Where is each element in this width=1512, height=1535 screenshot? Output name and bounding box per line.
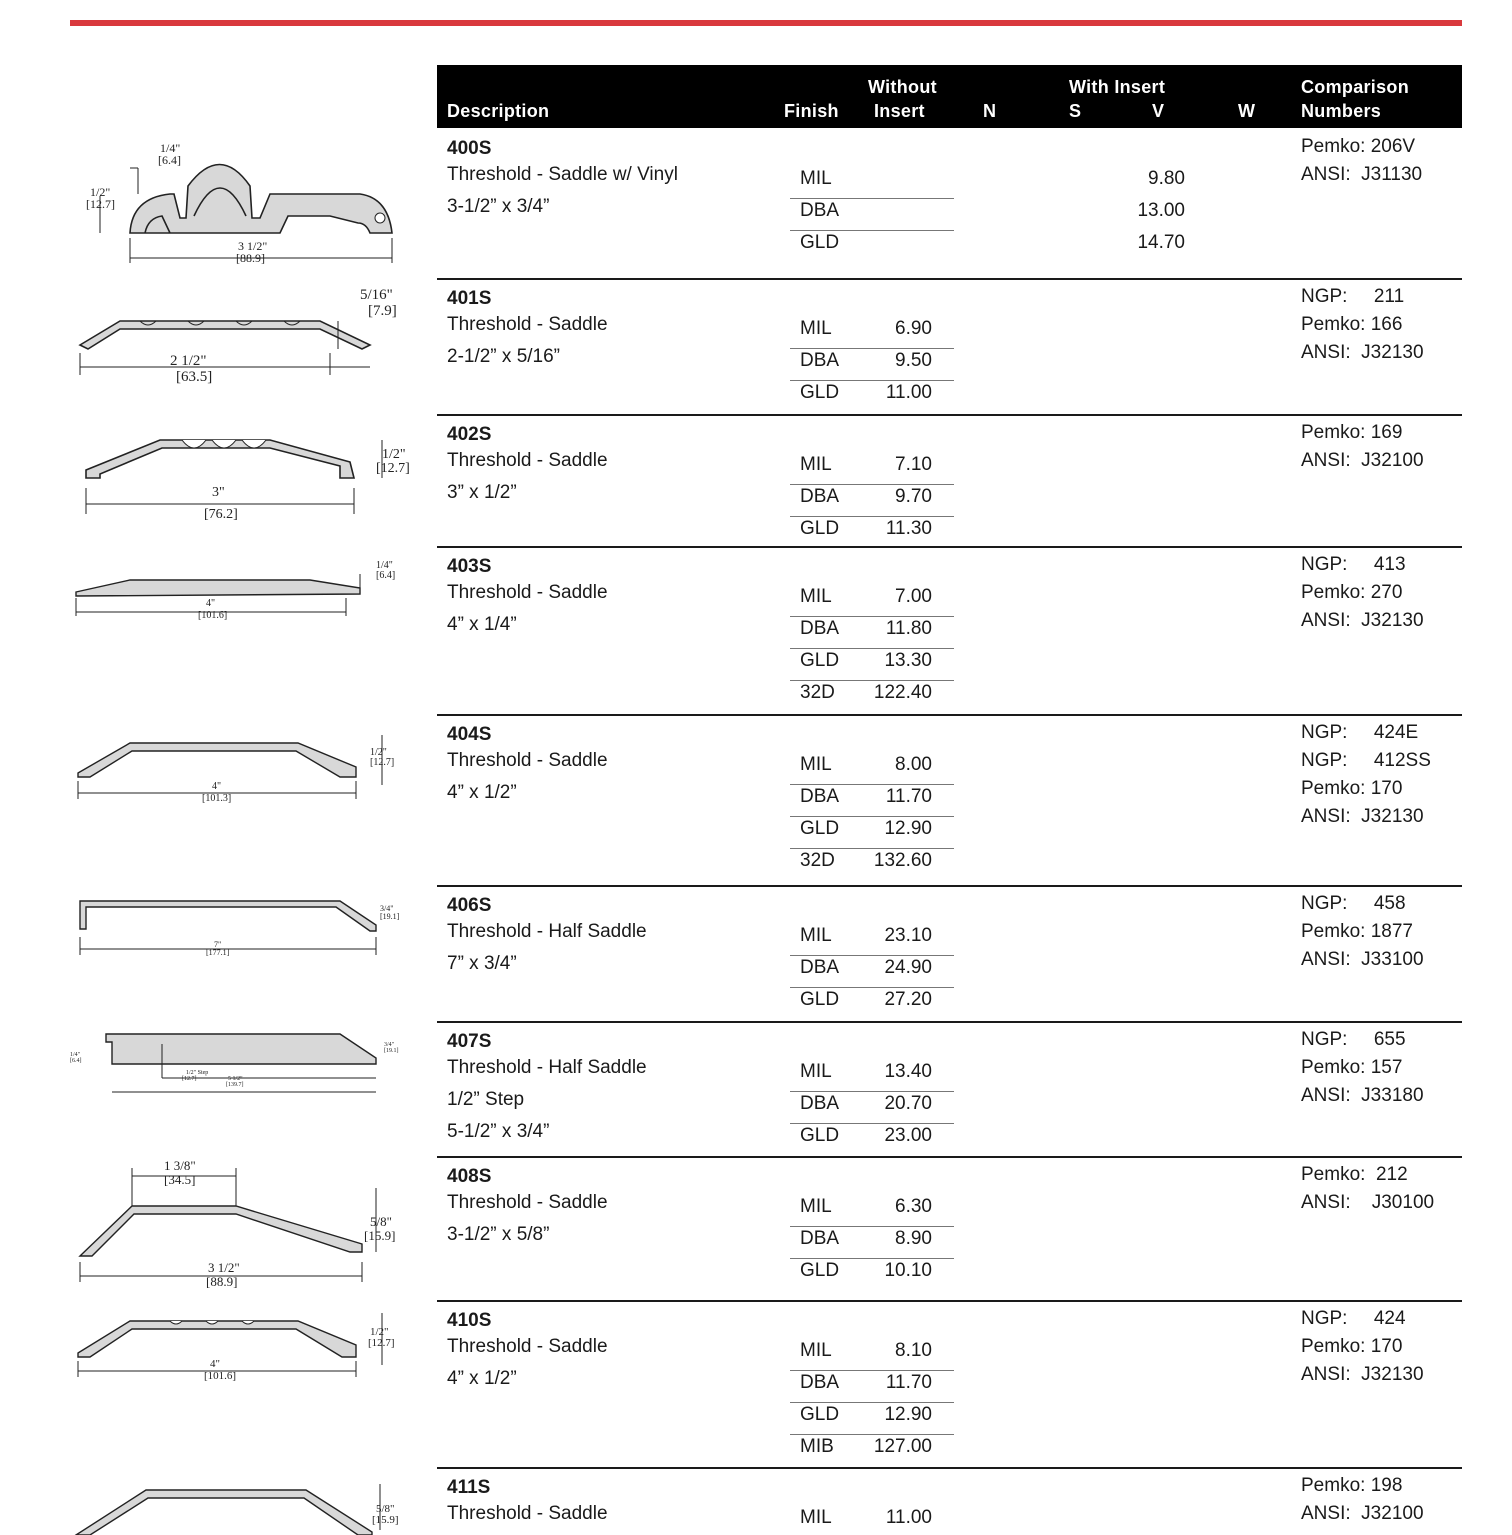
finish-code: DBA bbox=[800, 618, 840, 639]
product-code: 406S bbox=[447, 895, 492, 916]
dim-label: 5/8" bbox=[376, 1503, 395, 1515]
table-row bbox=[437, 714, 1462, 885]
comparison-number: Pemko: 212 bbox=[1301, 1164, 1408, 1185]
dim-label: [34.5] bbox=[164, 1172, 196, 1187]
dim-label: [12.7] bbox=[376, 461, 410, 476]
table-row bbox=[437, 546, 1462, 714]
col-finish: Finish bbox=[784, 101, 839, 121]
finish-code: DBA bbox=[800, 200, 840, 221]
finish-divider bbox=[790, 648, 954, 649]
table-row bbox=[437, 128, 1462, 278]
dim-label: 7" bbox=[214, 940, 222, 949]
diagram-406s bbox=[70, 893, 410, 963]
dim-label: [12.7] bbox=[368, 1337, 395, 1349]
comparison-number: ANSI: J32130 bbox=[1301, 806, 1424, 827]
price-without-insert: 9.70 bbox=[895, 486, 932, 507]
comparison-number: Pemko: 170 bbox=[1301, 1336, 1403, 1357]
finish-code: GLD bbox=[800, 1404, 840, 1425]
dim-label: [76.2] bbox=[204, 507, 238, 522]
dim-label: [6.4] bbox=[376, 570, 396, 581]
row-separator bbox=[437, 278, 1462, 280]
diagram-402s bbox=[70, 422, 410, 527]
price-with-insert-v: 9.80 bbox=[1148, 168, 1185, 189]
table-row bbox=[437, 1300, 1462, 1467]
dim-label: [88.9] bbox=[236, 251, 265, 265]
finish-code: DBA bbox=[800, 957, 840, 978]
price-without-insert: 9.50 bbox=[895, 350, 932, 371]
finish-divider bbox=[790, 784, 954, 785]
dim-label: [139.7] bbox=[226, 1082, 244, 1088]
price-without-insert: 11.00 bbox=[885, 1507, 932, 1528]
table-row bbox=[437, 414, 1462, 546]
dim-label: 1/4" bbox=[376, 560, 393, 571]
table-row bbox=[437, 1021, 1462, 1156]
comparison-number: NGP: 424E bbox=[1301, 722, 1419, 743]
dim-label: [88.9] bbox=[206, 1274, 238, 1289]
dim-label: 1/2" bbox=[90, 185, 111, 199]
row-separator bbox=[437, 1021, 1462, 1023]
profile-shape bbox=[106, 1034, 376, 1064]
finish-code: MIL bbox=[800, 318, 832, 339]
product-code: 407S bbox=[447, 1031, 492, 1052]
finish-code: MIB bbox=[800, 1436, 834, 1457]
comparison-number: ANSI: J33100 bbox=[1301, 949, 1424, 970]
comparison-number: ANSI: J32130 bbox=[1301, 1364, 1424, 1385]
diagram-404s bbox=[70, 727, 410, 807]
product-description: Threshold - Half Saddle bbox=[447, 921, 647, 942]
price-without-insert: 132.60 bbox=[873, 850, 932, 871]
product-description: 4” x 1/2” bbox=[447, 782, 517, 803]
profile-shape bbox=[76, 580, 360, 596]
price-without-insert: 23.00 bbox=[884, 1125, 932, 1146]
dim-label: [101.6] bbox=[204, 1370, 237, 1382]
dim-label: 3 1/2" bbox=[208, 1260, 240, 1275]
finish-code: MIL bbox=[800, 1507, 832, 1528]
comparison-number: ANSI: J32130 bbox=[1301, 610, 1424, 631]
diagram-408s bbox=[70, 1158, 410, 1293]
finish-divider bbox=[790, 1123, 954, 1124]
dim-label: 4" bbox=[206, 598, 216, 609]
product-code: 404S bbox=[447, 724, 492, 745]
col-n: N bbox=[983, 101, 997, 121]
dim-label: 3" bbox=[212, 485, 225, 500]
comparison-number: ANSI: J31130 bbox=[1301, 164, 1423, 185]
dim-label: 5/16" bbox=[360, 287, 393, 303]
comparison-number: NGP: 413 bbox=[1301, 554, 1406, 575]
product-description: Threshold - Half Saddle bbox=[447, 1057, 647, 1078]
comparison-number: Pemko: 169 bbox=[1301, 422, 1403, 443]
finish-divider bbox=[790, 848, 954, 849]
col-s: S bbox=[1069, 101, 1082, 121]
comparison-number: ANSI: J32130 bbox=[1301, 342, 1424, 363]
price-without-insert: 23.10 bbox=[884, 925, 932, 946]
finish-code: DBA bbox=[800, 350, 840, 371]
price-without-insert: 12.90 bbox=[884, 818, 932, 839]
product-description: Threshold - Saddle w/ Vinyl bbox=[447, 164, 678, 185]
dim-label: 3 1/2" bbox=[238, 239, 268, 253]
finish-code: MIL bbox=[800, 1061, 832, 1082]
product-description: Threshold - Saddle bbox=[447, 1192, 608, 1213]
table-row bbox=[437, 885, 1462, 1021]
price-without-insert: 127.00 bbox=[873, 1436, 932, 1457]
diagram-407s bbox=[70, 1028, 410, 1103]
finish-divider bbox=[790, 1402, 954, 1403]
price-with-insert-v: 13.00 bbox=[1137, 200, 1185, 221]
finish-divider bbox=[790, 816, 954, 817]
comparison-number: NGP: 412SS bbox=[1301, 750, 1431, 771]
finish-divider bbox=[790, 348, 954, 349]
col-with-insert: With Insert bbox=[1069, 77, 1166, 97]
finish-code: DBA bbox=[800, 1093, 840, 1114]
product-code: 401S bbox=[447, 288, 492, 309]
finish-code: GLD bbox=[800, 518, 840, 539]
finish-divider bbox=[790, 230, 954, 231]
diagram-411s bbox=[70, 1470, 410, 1535]
profile-shape bbox=[80, 1206, 362, 1256]
comparison-number: NGP: 424 bbox=[1301, 1308, 1406, 1329]
finish-divider bbox=[790, 616, 954, 617]
finish-divider bbox=[790, 516, 954, 517]
dim-label: [101.3] bbox=[202, 793, 232, 804]
product-code: 410S bbox=[447, 1310, 492, 1331]
price-without-insert: 24.90 bbox=[884, 957, 932, 978]
price-without-insert: 13.40 bbox=[884, 1061, 932, 1082]
price-without-insert: 122.40 bbox=[873, 682, 932, 703]
col-description: Description bbox=[447, 101, 550, 121]
dim-label: 1/2" Step bbox=[186, 1070, 209, 1076]
finish-divider bbox=[790, 680, 954, 681]
dim-label: [12.7] bbox=[370, 757, 395, 768]
profile-shape bbox=[130, 165, 392, 234]
price-without-insert: 8.90 bbox=[895, 1228, 932, 1249]
row-separator bbox=[437, 1300, 1462, 1302]
dim-label: [19.1] bbox=[384, 1048, 399, 1054]
dim-label: [101.6] bbox=[198, 610, 228, 621]
finish-code: GLD bbox=[800, 382, 840, 403]
price-without-insert: 10.10 bbox=[884, 1260, 932, 1281]
price-without-insert: 11.70 bbox=[885, 1372, 932, 1393]
profile-shape bbox=[78, 1321, 356, 1357]
price-without-insert: 11.30 bbox=[885, 518, 932, 539]
row-separator bbox=[437, 414, 1462, 416]
price-without-insert: 20.70 bbox=[884, 1093, 932, 1114]
finish-divider bbox=[790, 484, 954, 485]
price-without-insert: 7.10 bbox=[895, 454, 932, 475]
price-without-insert: 8.10 bbox=[895, 1340, 932, 1361]
comparison-number: Pemko: 206V bbox=[1301, 136, 1416, 157]
profile-shape bbox=[80, 321, 370, 349]
product-description: Threshold - Saddle bbox=[447, 1503, 608, 1524]
product-description: 3” x 1/2” bbox=[447, 482, 517, 503]
price-without-insert: 11.00 bbox=[885, 382, 932, 403]
comparison-number: Pemko: 166 bbox=[1301, 314, 1403, 335]
dim-label: [6.4] bbox=[70, 1058, 82, 1064]
finish-code: GLD bbox=[800, 232, 840, 253]
dim-label: 3/4" bbox=[384, 1042, 395, 1048]
product-description: 3-1/2” x 3/4” bbox=[447, 196, 550, 217]
profile-shape bbox=[80, 901, 376, 931]
col-without-bottom: Insert bbox=[874, 101, 925, 121]
col-comparison-bottom: Numbers bbox=[1301, 101, 1382, 121]
dim-label: 5/8" bbox=[370, 1214, 392, 1229]
finish-code: 32D bbox=[800, 682, 835, 703]
product-description: Threshold - Saddle bbox=[447, 1336, 608, 1357]
finish-code: GLD bbox=[800, 1125, 840, 1146]
comparison-number: Pemko: 270 bbox=[1301, 582, 1403, 603]
finish-code: DBA bbox=[800, 486, 840, 507]
finish-code: GLD bbox=[800, 650, 840, 671]
product-description: 3-1/2” x 5/8” bbox=[447, 1224, 550, 1245]
finish-divider bbox=[790, 987, 954, 988]
finish-divider bbox=[790, 1434, 954, 1435]
profile-shape bbox=[76, 1490, 372, 1535]
price-with-insert-v: 14.70 bbox=[1137, 232, 1185, 253]
dim-label: [15.9] bbox=[364, 1228, 396, 1243]
comparison-number: ANSI: J30100 bbox=[1301, 1192, 1435, 1213]
product-description: 4” x 1/4” bbox=[447, 614, 517, 635]
dim-label: 1/2" bbox=[382, 447, 406, 462]
comparison-number: NGP: 211 bbox=[1301, 286, 1405, 307]
product-code: 402S bbox=[447, 424, 492, 445]
finish-code: GLD bbox=[800, 818, 840, 839]
finish-divider bbox=[790, 1370, 954, 1371]
price-without-insert: 6.90 bbox=[895, 318, 932, 339]
comparison-number: Pemko: 170 bbox=[1301, 778, 1403, 799]
comparison-number: Pemko: 1877 bbox=[1301, 921, 1413, 942]
finish-code: GLD bbox=[800, 1260, 840, 1281]
product-description: Threshold - Saddle bbox=[447, 582, 608, 603]
row-separator bbox=[437, 1156, 1462, 1158]
finish-code: DBA bbox=[800, 786, 840, 807]
diagram-403s bbox=[70, 554, 410, 624]
finish-code: MIL bbox=[800, 586, 832, 607]
dim-label: [177.1] bbox=[206, 948, 230, 957]
finish-divider bbox=[790, 1226, 954, 1227]
finish-code: DBA bbox=[800, 1228, 840, 1249]
row-separator bbox=[437, 714, 1462, 716]
table-row bbox=[437, 1467, 1462, 1535]
finish-code: MIL bbox=[800, 1196, 832, 1217]
row-separator bbox=[437, 1467, 1462, 1469]
product-code: 403S bbox=[447, 556, 492, 577]
row-separator bbox=[437, 546, 1462, 548]
price-without-insert: 13.30 bbox=[884, 650, 932, 671]
product-description: Threshold - Saddle bbox=[447, 314, 608, 335]
col-without-top: Without bbox=[868, 77, 937, 97]
table-row bbox=[437, 1156, 1462, 1300]
dim-label: 3/4" bbox=[380, 904, 394, 913]
product-description: 4” x 1/2” bbox=[447, 1368, 517, 1389]
product-description: 7” x 3/4” bbox=[447, 953, 517, 974]
price-without-insert: 8.00 bbox=[895, 754, 932, 775]
comparison-number: ANSI: J32100 bbox=[1301, 1503, 1424, 1524]
comparison-number: NGP: 458 bbox=[1301, 893, 1406, 914]
dim-label: 5 1/2" bbox=[228, 1076, 243, 1082]
dim-label: 2 1/2" bbox=[170, 353, 207, 369]
dim-label: [12.7] bbox=[182, 1076, 197, 1082]
price-without-insert: 12.90 bbox=[884, 1404, 932, 1425]
dim-label: 4" bbox=[212, 781, 222, 792]
price-without-insert: 7.00 bbox=[895, 586, 932, 607]
comparison-number: Pemko: 198 bbox=[1301, 1475, 1403, 1496]
table-header bbox=[437, 65, 1462, 128]
diagram-401s bbox=[70, 283, 410, 388]
col-v: V bbox=[1152, 101, 1165, 121]
finish-divider bbox=[790, 955, 954, 956]
finish-divider bbox=[790, 1091, 954, 1092]
product-description: Threshold - Saddle bbox=[447, 750, 608, 771]
row-separator bbox=[437, 885, 1462, 887]
profile-shape bbox=[78, 743, 356, 777]
price-without-insert: 11.80 bbox=[885, 618, 932, 639]
dim-label: [6.4] bbox=[158, 153, 181, 167]
product-description: 5-1/2” x 3/4” bbox=[447, 1121, 550, 1142]
product-code: 408S bbox=[447, 1166, 492, 1187]
product-code: 400S bbox=[447, 138, 492, 159]
dim-label: 1/4" bbox=[70, 1052, 81, 1058]
comparison-number: ANSI: J33180 bbox=[1301, 1085, 1424, 1106]
price-without-insert: 6.30 bbox=[895, 1196, 932, 1217]
dim-label: [15.9] bbox=[372, 1514, 399, 1526]
price-without-insert: 11.70 bbox=[885, 786, 932, 807]
finish-code: MIL bbox=[800, 168, 832, 189]
comparison-number: ANSI: J32100 bbox=[1301, 450, 1424, 471]
dim-label: 1/2" bbox=[370, 747, 387, 758]
finish-code: GLD bbox=[800, 989, 840, 1010]
diagram-410s bbox=[70, 1305, 410, 1385]
dim-label: [19.1] bbox=[380, 912, 400, 921]
finish-code: MIL bbox=[800, 1340, 832, 1361]
product-description: 2-1/2” x 5/16” bbox=[447, 346, 560, 367]
dim-label: 1/4" bbox=[160, 141, 181, 155]
product-description: Threshold - Saddle bbox=[447, 450, 608, 471]
dim-label: 1 3/8" bbox=[164, 1158, 196, 1173]
product-description: 1/2” Step bbox=[447, 1089, 525, 1110]
header-rule bbox=[70, 20, 1462, 26]
table-row bbox=[437, 278, 1462, 414]
diagram-400s bbox=[70, 138, 410, 268]
comparison-number: NGP: 655 bbox=[1301, 1029, 1406, 1050]
dim-label: [63.5] bbox=[176, 369, 213, 385]
finish-code: MIL bbox=[800, 925, 832, 946]
col-w: W bbox=[1238, 101, 1256, 121]
finish-code: MIL bbox=[800, 754, 832, 775]
dim-label: 1/2" bbox=[370, 1326, 389, 1338]
dim-label: [7.9] bbox=[368, 303, 397, 319]
comparison-number: Pemko: 157 bbox=[1301, 1057, 1403, 1078]
finish-divider bbox=[790, 198, 954, 199]
finish-code: DBA bbox=[800, 1372, 840, 1393]
finish-code: MIL bbox=[800, 454, 832, 475]
dim-label: [12.7] bbox=[86, 197, 115, 211]
finish-divider bbox=[790, 1258, 954, 1259]
price-without-insert: 27.20 bbox=[884, 989, 932, 1010]
finish-code: 32D bbox=[800, 850, 835, 871]
col-comparison-top: Comparison bbox=[1301, 77, 1410, 97]
dim-label: 4" bbox=[210, 1358, 220, 1370]
finish-divider bbox=[790, 380, 954, 381]
product-code: 411S bbox=[447, 1477, 491, 1498]
